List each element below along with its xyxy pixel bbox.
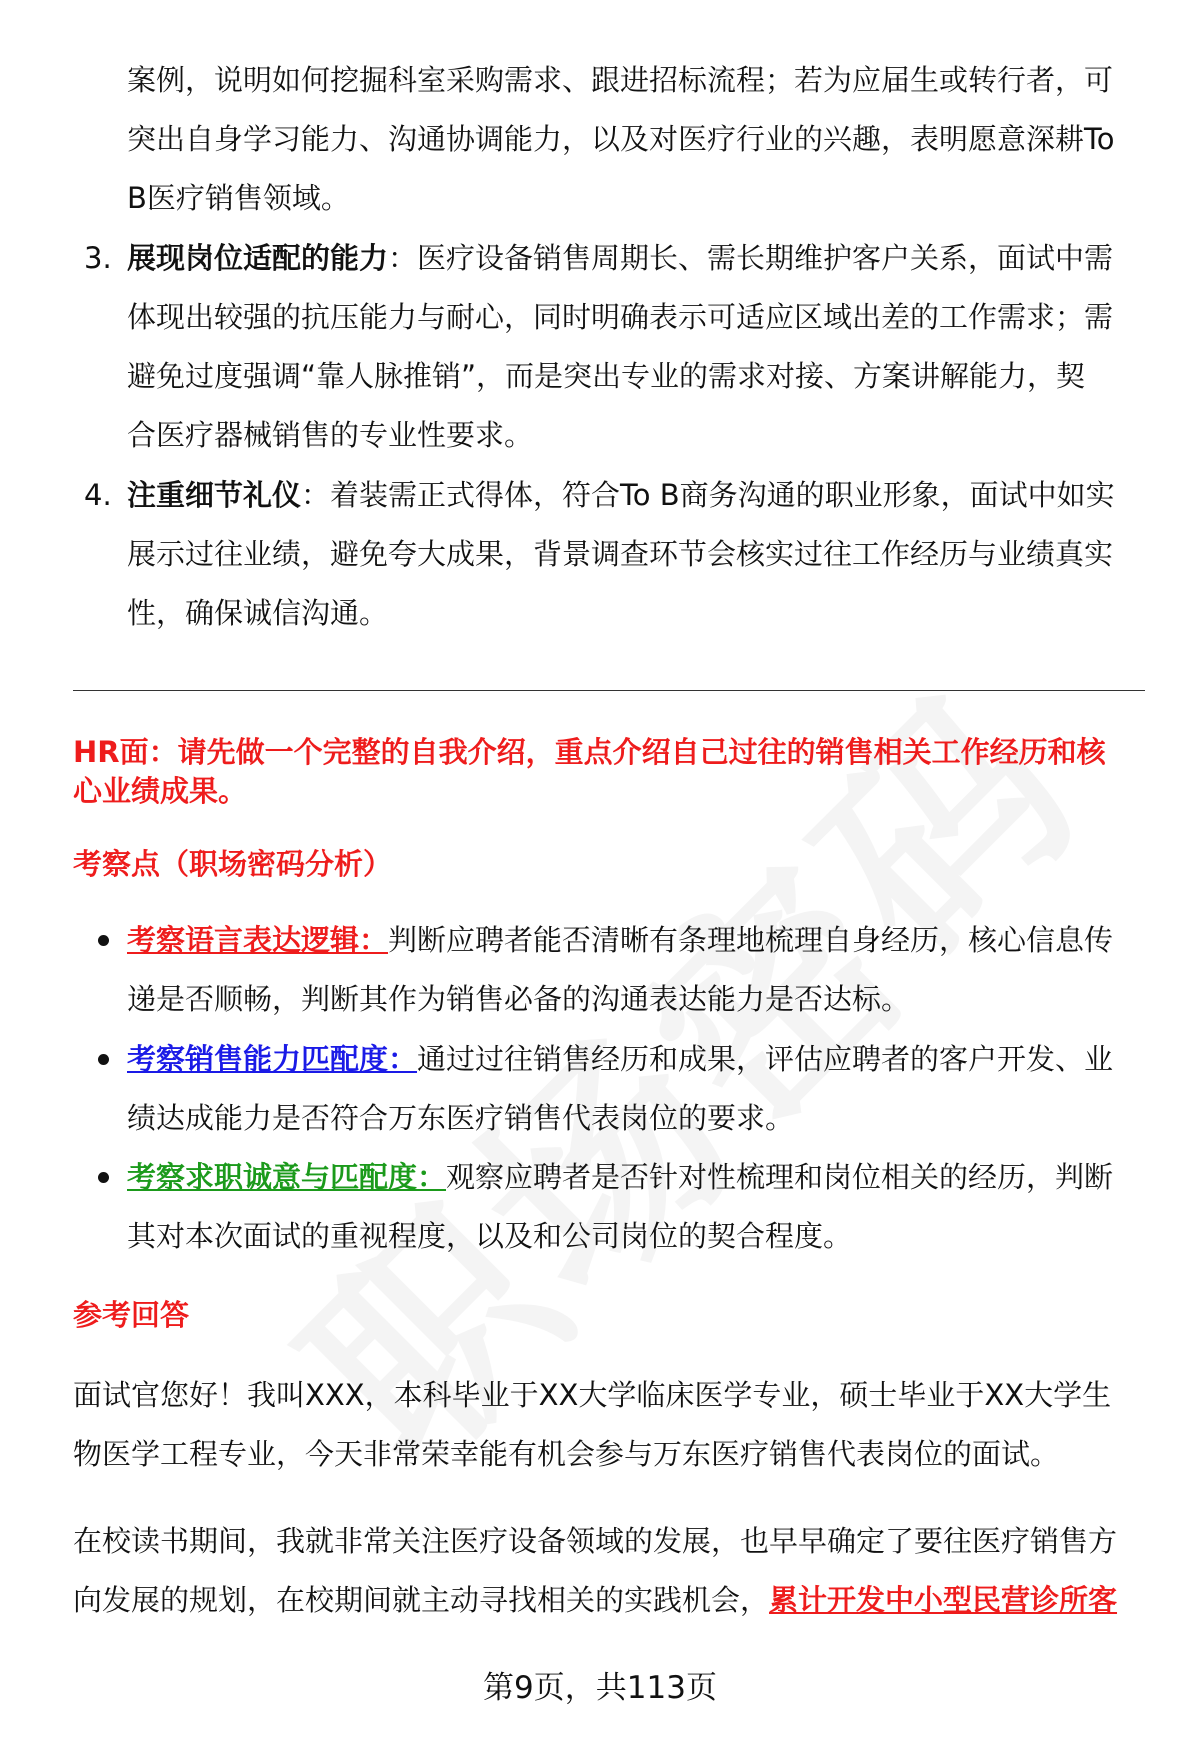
- list-number: 4.: [84, 478, 112, 512]
- point-item: [127, 922, 1113, 958]
- bullet-icon: [98, 1172, 109, 1183]
- point-item: [127, 1041, 1113, 1077]
- text-line: 物医学工程专业，今天非常荣幸能有机会参与万东医疗销售代表岗位的面试。: [73, 1437, 1060, 1471]
- question-heading: HR面：请先做一个完整的自我介绍，重点介绍自己过往的销售相关工作经历和核: [73, 735, 1106, 769]
- bullet-icon: [98, 935, 109, 946]
- text-line: 其对本次面试的重视程度，以及和公司岗位的契合程度。: [127, 1219, 853, 1253]
- point-text: 观察应聘者是否针对性梳理和岗位相关的经历，判断: [446, 1160, 1114, 1194]
- item-label: 注重细节礼仪: [127, 478, 302, 512]
- text-line: 在校读书期间，我就非常关注医疗设备领域的发展，也早早确定了要往医疗销售方: [73, 1524, 1118, 1558]
- text-line: 递是否顺畅，判断其作为销售必备的沟通表达能力是否达标。: [127, 982, 911, 1016]
- text-line: 体现出较强的抗压能力与耐心，同时明确表示可适应区域出差的工作需求；需: [127, 300, 1114, 334]
- text-line: 绩达成能力是否符合万东医疗销售代表岗位的要求。: [127, 1101, 795, 1135]
- text-line: [73, 1582, 1117, 1618]
- text-line: 性，确保诚信沟通。: [127, 596, 389, 630]
- text-line: 展示过往业绩，避免夸大成果，背景调查环节会核实过往工作经历与业绩真实: [127, 537, 1114, 571]
- text-line: 面试官您好！我叫XXX，本科毕业于XX大学临床医学专业，硕士毕业于XX大学生: [73, 1378, 1112, 1412]
- item-label: 展现岗位适配的能力: [127, 241, 389, 275]
- list-item: [127, 240, 1113, 276]
- point-label: 考察销售能力匹配度：: [127, 1042, 418, 1076]
- text-highlight: 累计开发中小型民营诊所客: [769, 1583, 1118, 1617]
- text-line: 合医疗器械销售的专业性要求。: [127, 418, 534, 452]
- item-text: ：着装需正式得体，符合To B商务沟通的职业形象，面试中如实: [301, 478, 1115, 512]
- point-label: 考察求职诚意与匹配度：: [127, 1160, 447, 1194]
- list-item: [127, 477, 1115, 513]
- text-line: 案例，说明如何挖掘科室采购需求、跟进招标流程；若为应届生或转行者，可: [127, 63, 1114, 97]
- list-number: 3.: [84, 241, 112, 275]
- answer-title: 参考回答: [73, 1298, 190, 1332]
- text-line: B医疗销售领域。: [127, 181, 350, 215]
- divider: [73, 690, 1145, 691]
- text-line: 避免过度强调“靠人脉推销”，而是突出专业的需求对接、方案讲解能力，契: [127, 359, 1086, 393]
- page-footer: 第9页，共113页: [483, 1670, 717, 1706]
- question-heading-cont: 心业绩成果。: [73, 774, 248, 808]
- point-item: [127, 1159, 1113, 1195]
- text-plain: 向发展的规划，在校期间就主动寻找相关的实践机会，: [73, 1583, 770, 1617]
- bullet-icon: [98, 1054, 109, 1065]
- points-title: 考察点（职场密码分析）: [73, 847, 393, 881]
- point-text: 通过过往销售经历和成果，评估应聘者的客户开发、业: [417, 1042, 1114, 1076]
- item-text: ：医疗设备销售周期长、需长期维护客户关系，面试中需: [388, 241, 1114, 275]
- point-label: 考察语言表达逻辑：: [127, 923, 389, 957]
- text-line: 突出自身学习能力、沟通协调能力，以及对医疗行业的兴趣，表明愿意深耕To: [127, 122, 1115, 156]
- point-text: 判断应聘者能否清晰有条理地梳理自身经历，核心信息传: [388, 923, 1114, 957]
